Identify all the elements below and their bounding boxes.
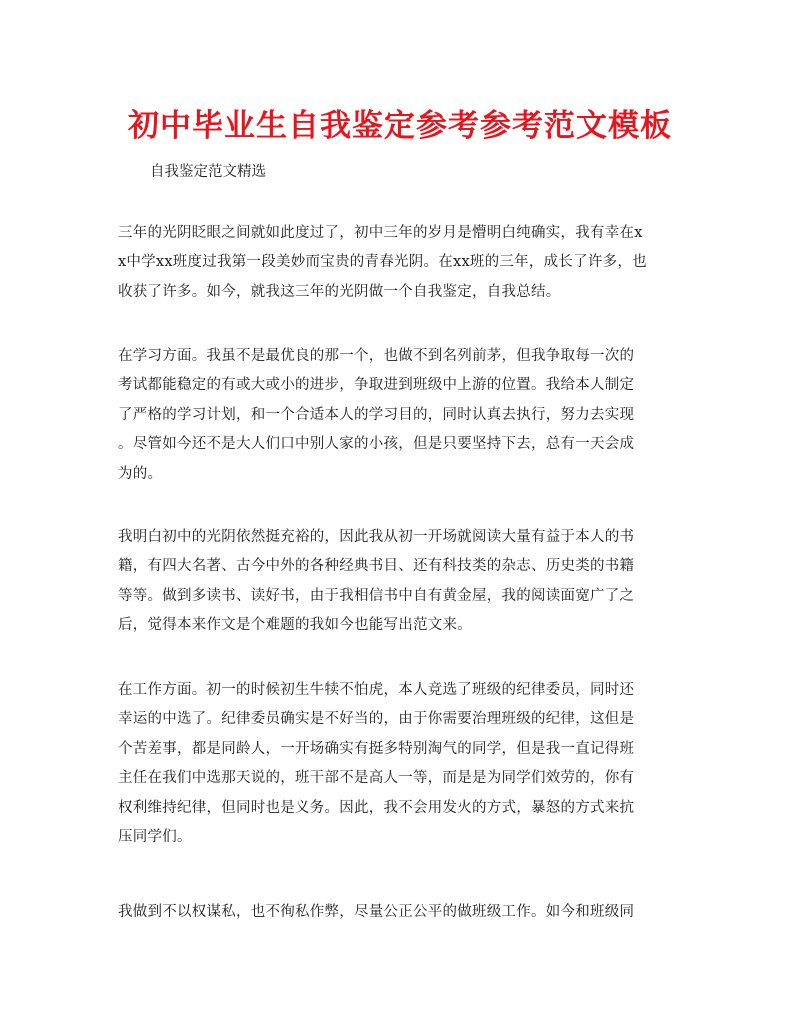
paragraph-line: 后，觉得本来作文是个难题的我如今也能写出范文来。: [118, 617, 472, 634]
paragraph-reading: [118, 523, 634, 641]
document-subtitle: 自我鉴定范文精选: [150, 164, 266, 180]
paragraph-line: 主任在我们中选那天说的，班干部不是高人一等，而是是为同学们效劳的，你有: [118, 770, 635, 787]
paragraph-line: 为的。: [118, 465, 163, 482]
paragraph-line: 三年的光阴眨眼之间就如此度过了，初中三年的岁月是懵明白纯确实，我有幸在x: [118, 225, 643, 241]
paragraph-line: 在工作方面。初一的时候初生牛犊不怕虎，本人竞选了班级的纪律委员，同时还: [118, 682, 635, 698]
paragraph-line: 。尽管如今还不是大人们口中别人家的小孩，但是只要坚持下去，总有一天会成: [118, 436, 635, 453]
paragraph-line: 权利维持纪律，但同时也是义务。因此，我不会用发火的方式，暴怒的方式来抗: [118, 799, 635, 816]
paragraph-line: 考试都能稳定的有或大或小的进步，争取进到班级中上游的位置。我给本人制定: [118, 377, 635, 394]
paragraph-line: 我明白初中的光阴依然挺充裕的，因此我从初一开场就阅读大量有益于本人的书: [118, 529, 635, 545]
paragraph-line: 收获了许多。如今，就我这三年的光阴做一个自我鉴定，自我总结。: [118, 283, 561, 300]
paragraph-study: [118, 342, 634, 489]
paragraph-line: 籍，有四大名著、古今中外的各种经典书目、还有科技类的杂志、历史类的书籍: [118, 558, 635, 575]
paragraph-line: 了严格的学习计划，和一个合适本人的学习目的，同时认真去执行，努力去实现: [118, 406, 635, 423]
paragraph-line: 压同学们。: [118, 829, 192, 846]
paragraph-line: 个苦差事，都是同龄人，一开场确实有挺多特别淘气的同学，但是我一直记得班: [118, 740, 635, 757]
document-title: 初中毕业生自我鉴定参考参考范文模板: [128, 108, 672, 144]
paragraph-line: 我做到不以权谋私，也不徇私作弊，尽量公正公平的做班级工作。如今和班级同: [118, 904, 635, 920]
paragraph-fairness: [118, 898, 634, 927]
paragraph-line: 幸运的中选了。纪律委员确实是不好当的，由于你需要治理班级的纪律，这但是: [118, 711, 635, 728]
paragraph-line: x中学xx班度过我第一段美妙而宝贵的青春光阴。在xx班的三年，成长了许多，也: [118, 254, 647, 271]
paragraph-work: [118, 676, 634, 852]
paragraph-intro: [118, 219, 647, 307]
paragraph-line: 等等。做到多读书、读好书，由于我相信书中自有黄金屋，我的阅读面宽广了之: [118, 587, 635, 604]
paragraph-line: 在学习方面。我虽不是最优良的那一个，也做不到名列前茅，但我争取每一次的: [118, 348, 635, 364]
